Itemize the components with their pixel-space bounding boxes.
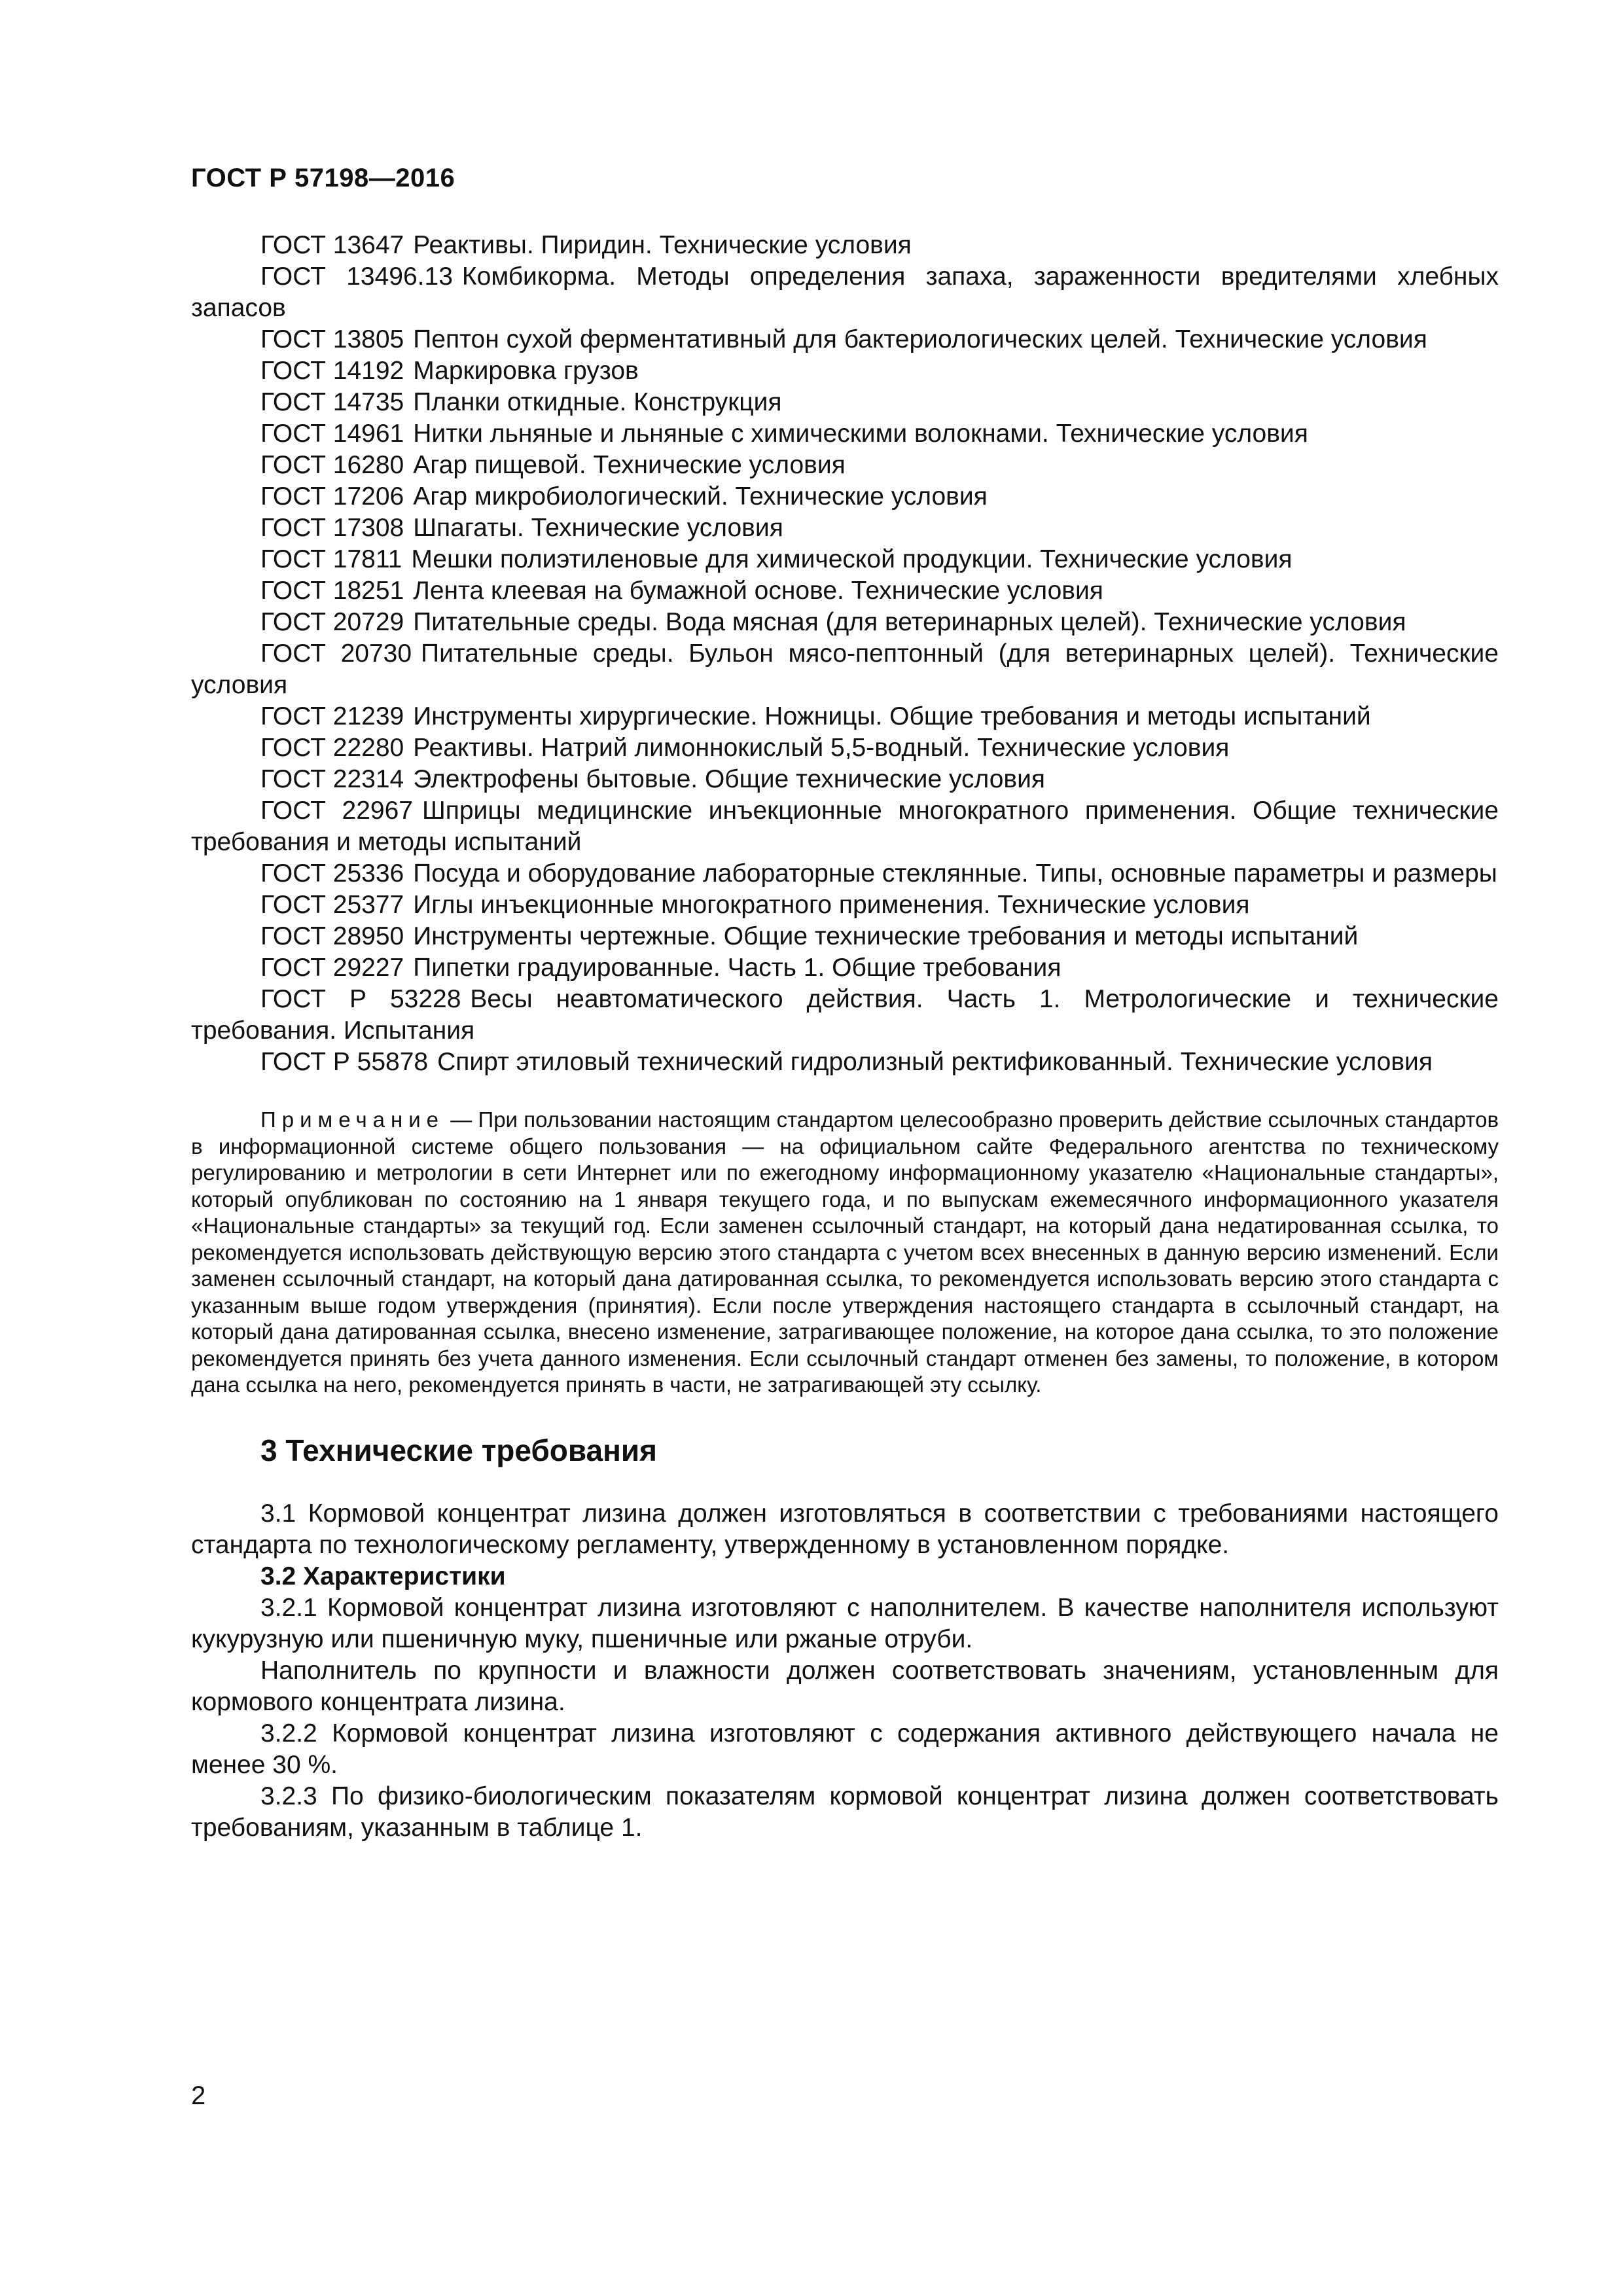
page-number: 2: [191, 2081, 206, 2110]
reference-title: Планки откидные. Конструкция: [413, 388, 782, 416]
reference-code: ГОСТ Р 53228: [260, 985, 461, 1013]
note-paragraph: [191, 1107, 1499, 1399]
reference-code: ГОСТ 17308: [260, 514, 404, 542]
reference-title: Реактивы. Пиридин. Технические условия: [413, 231, 912, 259]
reference-item: [191, 230, 1499, 261]
reference-item: [191, 387, 1499, 418]
reference-code: ГОСТ 25336: [260, 859, 404, 888]
section-body: [191, 1498, 1499, 1844]
reference-code: ГОСТ 14961: [260, 420, 404, 448]
paragraph-3-2-1: 3.2.1 Кормовой концентрат лизина изготовляют с наполнителем. В качестве наполнителя используют кукурузную или пшеничную муку, пшеничные или ржаные отруби.: [191, 1593, 1499, 1653]
reference-title: Спирт этиловый технический гидролизный ректификованный. Технические условия: [437, 1048, 1433, 1076]
reference-code: ГОСТ 16280: [260, 451, 404, 479]
reference-title: Питательные среды. Вода мясная (для ветеринарных целей). Технические условия: [413, 608, 1406, 636]
reference-code: ГОСТ 17206: [260, 482, 404, 511]
reference-item: [191, 795, 1499, 858]
subsection-heading: 3.2 Характеристики: [260, 1562, 506, 1590]
section-heading: 3 Технические требования: [260, 1433, 657, 1467]
reference-code: ГОСТ 22314: [260, 765, 404, 793]
reference-code: ГОСТ 14735: [260, 388, 404, 416]
reference-title: Шпагаты. Технические условия: [413, 514, 783, 542]
reference-title: Маркировка грузов: [413, 357, 639, 385]
reference-title: Шприцы медицинские инъекционные многократного применения. Общие технические требования и методы испытаний: [191, 797, 1499, 856]
reference-item: [191, 1047, 1499, 1078]
reference-title: Пипетки градуированные. Часть 1. Общие требования: [413, 954, 1061, 982]
reference-title: Электрофены бытовые. Общие технические условия: [413, 765, 1046, 793]
reference-item: [191, 512, 1499, 544]
document-page: [191, 164, 1499, 1844]
reference-code: ГОСТ 17811: [260, 545, 402, 573]
note-text: — При пользовании настоящим стандартом целесообразно проверить действие ссылочных стандартов в информационной системе общего пользования — на официальном сайте Федерального агентства по техническому регулированию и метрологии в сети Интернет или по ежегодному информационному указателю «Национальные стандарты», который опубликован по состоянию на 1 января текущего года, и по выпускам ежемесячного информационного указателя «Национальные стандарты» за текущий год. Если заменен ссылочный стандарт, на который дана недатированная ссылка, то рекомендуется использовать действующую версию этого стандарта с учетом всех внесенных в данную версию изменений. Если заменен ссылочный стандарт, на который дана датированная ссылка, то рекомендуется использовать версию этого стандарта с указанным выше годом утверждения (принятия). Если после утверждения настоящего стандарта в ссылочный стандарт, на который дана датированная ссылка, внесено изменение, затрагивающее положение, на которое дана ссылка, то это положение рекомендуется принять без учета данного изменения. Если ссылочный стандарт отменен без замены, то положение, в котором дана ссылка на него, рекомендуется принять в части, не затрагивающей эту ссылку.: [191, 1107, 1499, 1397]
reference-code: ГОСТ 22280: [260, 734, 404, 762]
reference-title: Агар микробиологический. Технические условия: [413, 482, 988, 511]
reference-title: Посуда и оборудование лабораторные стеклянные. Типы, основные параметры и размеры: [413, 859, 1497, 888]
reference-item: [191, 544, 1499, 575]
reference-item: [191, 952, 1499, 984]
reference-code: ГОСТ 14192: [260, 357, 404, 385]
reference-title: Иглы инъекционные многократного применения. Технические условия: [413, 891, 1250, 919]
reference-item: [191, 889, 1499, 921]
reference-code: ГОСТ 25377: [260, 891, 404, 919]
paragraph-filler: Наполнитель по крупности и влажности должен соответствовать значениям, установленным для кормового концентрата лизина.: [191, 1656, 1499, 1716]
reference-item: [191, 701, 1499, 732]
reference-code: ГОСТ 13496.13: [260, 262, 453, 291]
reference-title: Мешки полиэтиленовые для химической продукции. Технические условия: [411, 545, 1293, 573]
reference-title: Лента клеевая на бумажной основе. Технические условия: [413, 577, 1103, 605]
reference-item: [191, 607, 1499, 638]
reference-code: ГОСТ 29227: [260, 954, 404, 982]
reference-code: ГОСТ 20730: [260, 639, 412, 668]
reference-title: Весы неавтоматического действия. Часть 1. Метрологические и технические требования. Испытания: [191, 985, 1499, 1045]
reference-item: [191, 638, 1499, 701]
reference-title: Нитки льняные и льняные с химическими волокнами. Технические условия: [413, 420, 1308, 448]
reference-code: ГОСТ Р 55878: [260, 1048, 429, 1076]
reference-code: ГОСТ 22967: [260, 797, 413, 825]
reference-title: Агар пищевой. Технические условия: [413, 451, 846, 479]
reference-code: ГОСТ 20729: [260, 608, 404, 636]
note-label: Примечание: [260, 1107, 445, 1132]
references-list: [191, 230, 1499, 1078]
reference-item: [191, 858, 1499, 889]
reference-item: [191, 355, 1499, 387]
reference-item: [191, 984, 1499, 1047]
reference-title: Инструменты чертежные. Общие технические требования и методы испытаний: [413, 922, 1359, 950]
reference-code: ГОСТ 13647: [260, 231, 404, 259]
reference-code: ГОСТ 18251: [260, 577, 404, 605]
reference-item: [191, 732, 1499, 764]
reference-code: ГОСТ 21239: [260, 702, 404, 730]
paragraph-3-2-2: 3.2.2 Кормовой концентрат лизина изготовляют с содержания активного действующего начала не менее 30 %.: [191, 1719, 1499, 1779]
reference-item: [191, 261, 1499, 324]
reference-item: [191, 450, 1499, 481]
reference-item: [191, 921, 1499, 952]
reference-item: [191, 764, 1499, 795]
paragraph-3-2-3: 3.2.3 По физико-биологическим показателям кормовой концентрат лизина должен соответствовать требованиям, указанным в таблице 1.: [191, 1782, 1499, 1842]
reference-item: [191, 324, 1499, 355]
reference-title: Пептон сухой ферментативный для бактериологических целей. Технические условия: [413, 325, 1427, 353]
reference-item: [191, 418, 1499, 450]
reference-title: Комбикорма. Методы определения запаха, зараженности вредителями хлебных запасов: [191, 262, 1499, 322]
reference-title: Инструменты хирургические. Ножницы. Общие требования и методы испытаний: [413, 702, 1371, 730]
reference-code: ГОСТ 13805: [260, 325, 404, 353]
document-header: ГОСТ Р 57198—2016: [191, 164, 455, 192]
reference-title: Реактивы. Натрий лимоннокислый 5,5-водный. Технические условия: [413, 734, 1230, 762]
reference-item: [191, 575, 1499, 607]
reference-code: ГОСТ 28950: [260, 922, 404, 950]
reference-item: [191, 481, 1499, 512]
reference-title: Питательные среды. Бульон мясо-пептонный (для ветеринарных целей). Технические условия: [191, 639, 1499, 699]
paragraph-3-1: 3.1 Кормовой концентрат лизина должен изготовляться в соответствии с требованиями настоящего стандарта по технологическому регламенту, утвержденному в установленном порядке.: [191, 1499, 1499, 1559]
